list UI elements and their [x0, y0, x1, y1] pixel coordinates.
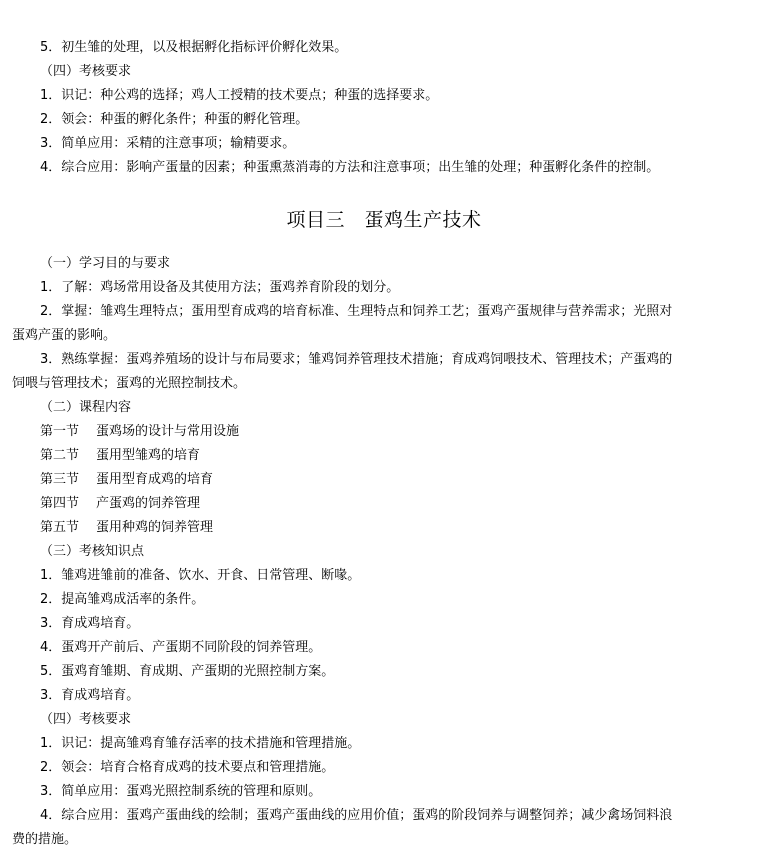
lesson-number: 第二节 — [40, 448, 80, 463]
list-item: 2．领会：培育合格育成鸡的技术要点和管理措施。 — [40, 760, 335, 775]
lesson-number: 第四节 — [40, 496, 80, 511]
lesson-item — [0, 468, 768, 492]
list-item: 4．综合应用：蛋鸡产蛋曲线的绘制；蛋鸡产蛋曲线的应用价值；蛋鸡的阶段饲养与调整饲养；减少禽场饲料浪 — [40, 808, 673, 823]
list-item: 3．育成鸡培育。 — [40, 688, 140, 703]
lesson-item — [0, 420, 768, 444]
list-item: 4．综合应用：影响产蛋量的因素；种蛋熏蒸消毒的方法和注意事项；出生雏的处理；种蛋孵化条件的控制。 — [40, 160, 660, 175]
list-item: 3．育成鸡培育。 — [40, 616, 140, 631]
list-item: 3．熟练掌握：蛋鸡养殖场的设计与布局要求；雏鸡饲养管理技术措施；育成鸡饲喂技术、管理技术；产蛋鸡的 — [40, 352, 673, 367]
list-item-continuation: 费的措施。 — [12, 832, 78, 847]
list-item: 2．掌握：雏鸡生理特点；蛋用型育成鸡的培育标准、生理特点和饲养工艺；蛋鸡产蛋规律与营养需求；光照对 — [40, 304, 673, 319]
list-item-continuation: 蛋鸡产蛋的影响。 — [12, 328, 117, 343]
section-heading: （四）考核要求 — [40, 712, 132, 727]
lesson-name: 蛋鸡场的设计与常用设施 — [96, 424, 240, 439]
list-item: 3．简单应用：采精的注意事项；输精要求。 — [40, 136, 296, 151]
lesson-number: 第一节 — [40, 424, 80, 439]
list-item: 5．初生雏的处理，以及根据孵化指标评价孵化效果。 — [40, 40, 348, 55]
lesson-number: 第五节 — [40, 520, 80, 535]
list-item: 1．了解：鸡场常用设备及其使用方法；蛋鸡养育阶段的划分。 — [40, 280, 400, 295]
lesson-name: 产蛋鸡的饲养管理 — [96, 496, 201, 511]
list-item: 3．简单应用：蛋鸡光照控制系统的管理和原则。 — [40, 784, 322, 799]
list-item: 2．领会：种蛋的孵化条件；种蛋的孵化管理。 — [40, 112, 309, 127]
lesson-number: 第三节 — [40, 472, 80, 487]
list-item-continuation: 饲喂与管理技术；蛋鸡的光照控制技术。 — [12, 376, 247, 391]
lesson-item — [0, 444, 768, 468]
lesson-name: 蛋用种鸡的饲养管理 — [96, 520, 214, 535]
lesson-item — [0, 492, 768, 516]
list-item: 2．提高雏鸡成活率的条件。 — [40, 592, 205, 607]
list-item: 4．蛋鸡开产前后、产蛋期不同阶段的饲养管理。 — [40, 640, 322, 655]
lesson-name: 蛋用型雏鸡的培育 — [96, 448, 201, 463]
list-item: 1．雏鸡进雏前的准备、饮水、开食、日常管理、断喙。 — [40, 568, 361, 583]
section-heading: （二）课程内容 — [40, 400, 132, 415]
section-heading: （一）学习目的与要求 — [40, 256, 171, 271]
section-heading: （三）考核知识点 — [40, 544, 145, 559]
lesson-item — [0, 516, 768, 540]
list-item: 1．识记：种公鸡的选择；鸡人工授精的技术要点；种蛋的选择要求。 — [40, 88, 439, 103]
list-item: 1．识记：提高雏鸡育雏存活率的技术措施和管理措施。 — [40, 736, 361, 751]
lesson-name: 蛋用型育成鸡的培育 — [96, 472, 214, 487]
page-title: 项目三 蛋鸡生产技术 — [286, 209, 482, 231]
section-heading: （四）考核要求 — [40, 64, 132, 79]
list-item: 5．蛋鸡育雏期、育成期、产蛋期的光照控制方案。 — [40, 664, 335, 679]
